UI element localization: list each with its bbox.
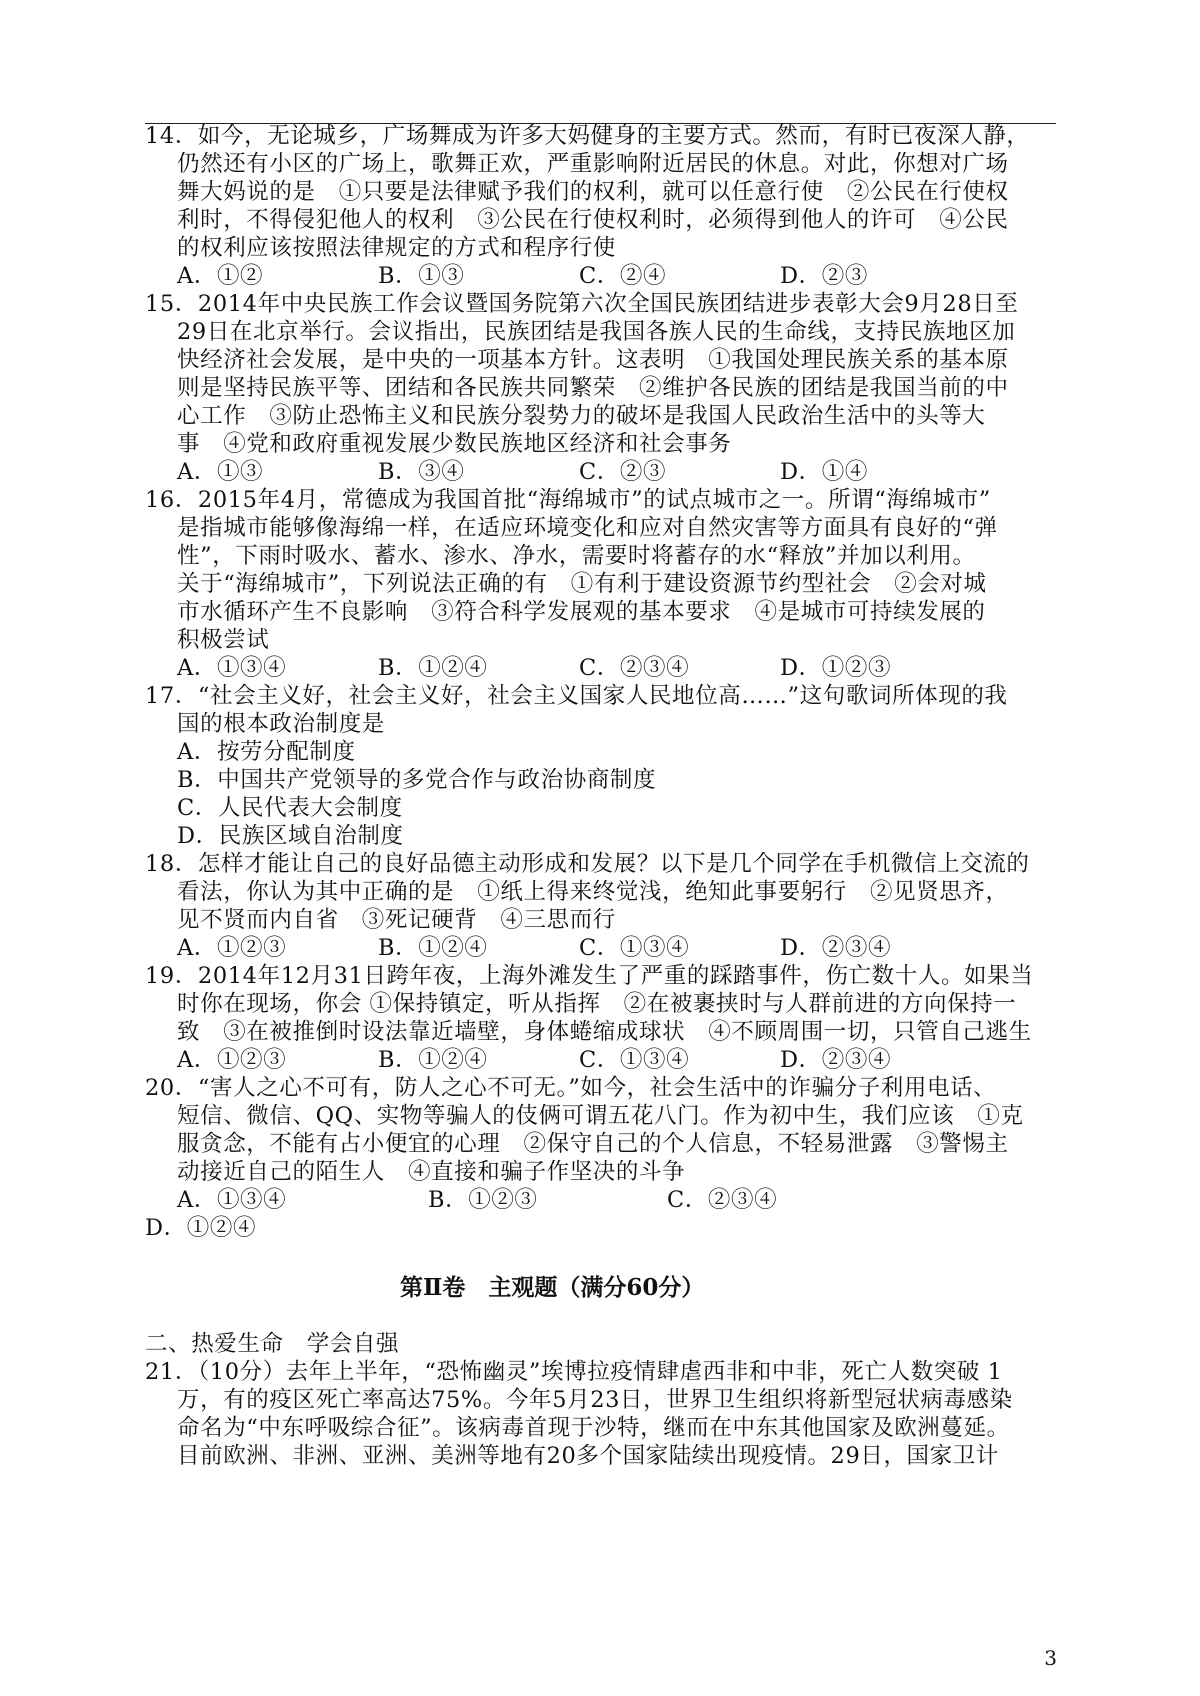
q16-line-1: 16．2015年4月，常德成为我国首批“海绵城市”的试点城市之一。所谓“海绵城市”	[145, 487, 991, 513]
q14-option-a: A．①②	[177, 263, 264, 289]
q15-line-4: 则是坚持民族平等、团结和各民族共同繁荣 ②维护各民族的团结是我国当前的中	[177, 375, 1009, 401]
q20-line-2: 短信、微信、QQ、实物等骗人的伎俩可谓五花八门。作为初中生，我们应该 ①克	[177, 1103, 1024, 1129]
q15-option-a: A．①③	[177, 459, 264, 485]
q19-option-b: B．①②④	[378, 1047, 488, 1073]
q17-option-a: A．按劳分配制度	[177, 739, 356, 765]
q19-option-d: D．②③④	[780, 1047, 892, 1073]
page-number: 3	[1044, 1646, 1057, 1670]
q14-line-3: 舞大妈说的是 ①只要是法律赋予我们的权利，就可以任意行使 ②公民在行使权	[177, 179, 1009, 205]
q18-line-2: 看法，你认为其中正确的是 ①纸上得来终觉浅，绝知此事要躬行 ②见贤思齐，	[177, 879, 1009, 905]
q19-line-1: 19．2014年12月31日跨年夜，上海外滩发生了严重的踩踏事件，伤亡数十人。如果当	[145, 963, 1034, 989]
section-title: 第Ⅱ卷 主观题（满分60分）	[400, 1274, 705, 1301]
q21-line-2: 万，有的疫区死亡率高达75%。今年5月23日，世界卫生组织将新型冠状病毒感染	[177, 1387, 1013, 1413]
q16-line-3: 性”，下雨时吸水、蓄水、渗水、净水，需要时将蓄存的水“释放”并加以利用。	[177, 543, 976, 569]
q14-option-d: D．②③	[780, 263, 868, 289]
q16-line-5: 市水循环产生不良影响 ③符合科学发展观的基本要求 ④是城市可持续发展的	[177, 599, 986, 625]
q18-option-a: A．①②③	[177, 935, 287, 961]
q19-line-3: 致 ③在被推倒时设法靠近墙壁，身体蜷缩成球状 ④不顾周围一切，只管自己逃生	[177, 1019, 1032, 1045]
q21-line-3: 命名为“中东呼吸综合征”。该病毒首现于沙特，继而在中东其他国家及欧洲蔓延。	[177, 1415, 1010, 1441]
q17-option-b: B．中国共产党领导的多党合作与政治协商制度	[177, 767, 657, 793]
q18-line-3: 见不贤而内自省 ③死记硬背 ④三思而行	[177, 907, 616, 933]
q15-line-1: 15．2014年中央民族工作会议暨国务院第六次全国民族团结进步表彰大会9月28日至	[145, 291, 1019, 317]
q16-option-b: B．①②④	[378, 655, 488, 681]
q15-line-2: 29日在北京举行。会议指出，民族团结是我国各族人民的生命线，支持民族地区加	[177, 319, 1016, 345]
q20-option-d: D．①②④	[145, 1215, 257, 1241]
q20-line-1: 20．“害人之心不可有，防人之心不可无。”如今，社会生活中的诈骗分子利用电话、	[145, 1075, 997, 1101]
q20-option-a: A．①③④	[177, 1187, 287, 1213]
q19-option-a: A．①②③	[177, 1047, 287, 1073]
q14-line-1: 14．如今，无论城乡，广场舞成为许多大妈健身的主要方式。然而，有时已夜深人静，	[145, 123, 1030, 149]
q21-line-1: 21．（10分）去年上半年，“恐怖幽灵”埃博拉疫情肆虐西非和中非，死亡人数突破 1	[145, 1359, 1003, 1385]
q18-line-1: 18．怎样才能让自己的良好品德主动形成和发展？以下是几个同学在手机微信上交流的	[145, 851, 1030, 877]
q15-option-d: D．①④	[780, 459, 868, 485]
q16-option-d: D．①②③	[780, 655, 892, 681]
q19-line-2: 时你在现场，你会 ①保持镇定，听从指挥 ②在被裹挟时与人群前进的方向保持一	[177, 991, 1017, 1017]
q16-line-2: 是指城市能够像海绵一样，在适应环境变化和应对自然灾害等方面具有良好的“弹	[177, 515, 998, 541]
q17-line-1: 17．“社会主义好，社会主义好，社会主义国家人民地位高……”这句歌词所体现的我	[145, 683, 1008, 709]
q15-line-5: 心工作 ③防止恐怖主义和民族分裂势力的破坏是我国人民政治生活中的头等大	[177, 403, 986, 429]
q17-option-c: C．人民代表大会制度	[177, 795, 403, 821]
q18-option-d: D．②③④	[780, 935, 892, 961]
q20-line-3: 服贪念，不能有占小便宜的心理 ②保守自己的个人信息，不轻易泄露 ③警惕主	[177, 1131, 1009, 1157]
q14-line-2: 仍然还有小区的广场上，歌舞正欢，严重影响附近居民的休息。对此，你想对广场	[177, 151, 1009, 177]
q20-option-c: C．②③④	[667, 1187, 778, 1213]
q14-line-5: 的权利应该按照法律规定的方式和程序行使	[177, 235, 616, 261]
q18-option-c: C．①③④	[579, 935, 690, 961]
q18-option-b: B．①②④	[378, 935, 488, 961]
q16-line-4: 关于“海绵城市”，下列说法正确的有 ①有利于建设资源节约型社会 ②会对城	[177, 571, 987, 597]
q16-line-6: 积极尝试	[177, 627, 270, 653]
q15-option-c: C．②③	[579, 459, 667, 485]
q14-option-c: C．②④	[579, 263, 667, 289]
part-title: 二、热爱生命 学会自强	[145, 1331, 400, 1357]
q17-line-2: 国的根本政治制度是	[177, 711, 385, 737]
q15-option-b: B．③④	[378, 459, 465, 485]
q16-option-a: A．①③④	[177, 655, 287, 681]
q19-option-c: C．①③④	[579, 1047, 690, 1073]
q15-line-6: 事 ④党和政府重视发展少数民族地区经济和社会事务	[177, 431, 732, 457]
q17-option-d: D．民族区域自治制度	[177, 823, 404, 849]
q14-option-b: B．①③	[378, 263, 465, 289]
q20-line-4: 动接近自己的陌生人 ④直接和骗子作坚决的斗争	[177, 1159, 686, 1185]
q14-line-4: 利时，不得侵犯他人的权利 ③公民在行使权利时，必须得到他人的许可 ④公民	[177, 207, 1009, 233]
q16-option-c: C．②③④	[579, 655, 690, 681]
q21-line-4: 目前欧洲、非洲、亚洲、美洲等地有20多个国家陆续出现疫情。29日，国家卫计	[177, 1443, 999, 1469]
q15-line-3: 快经济社会发展，是中央的一项基本方针。这表明 ①我国处理民族关系的基本原	[177, 347, 1009, 373]
q20-option-b: B．①②③	[428, 1187, 538, 1213]
